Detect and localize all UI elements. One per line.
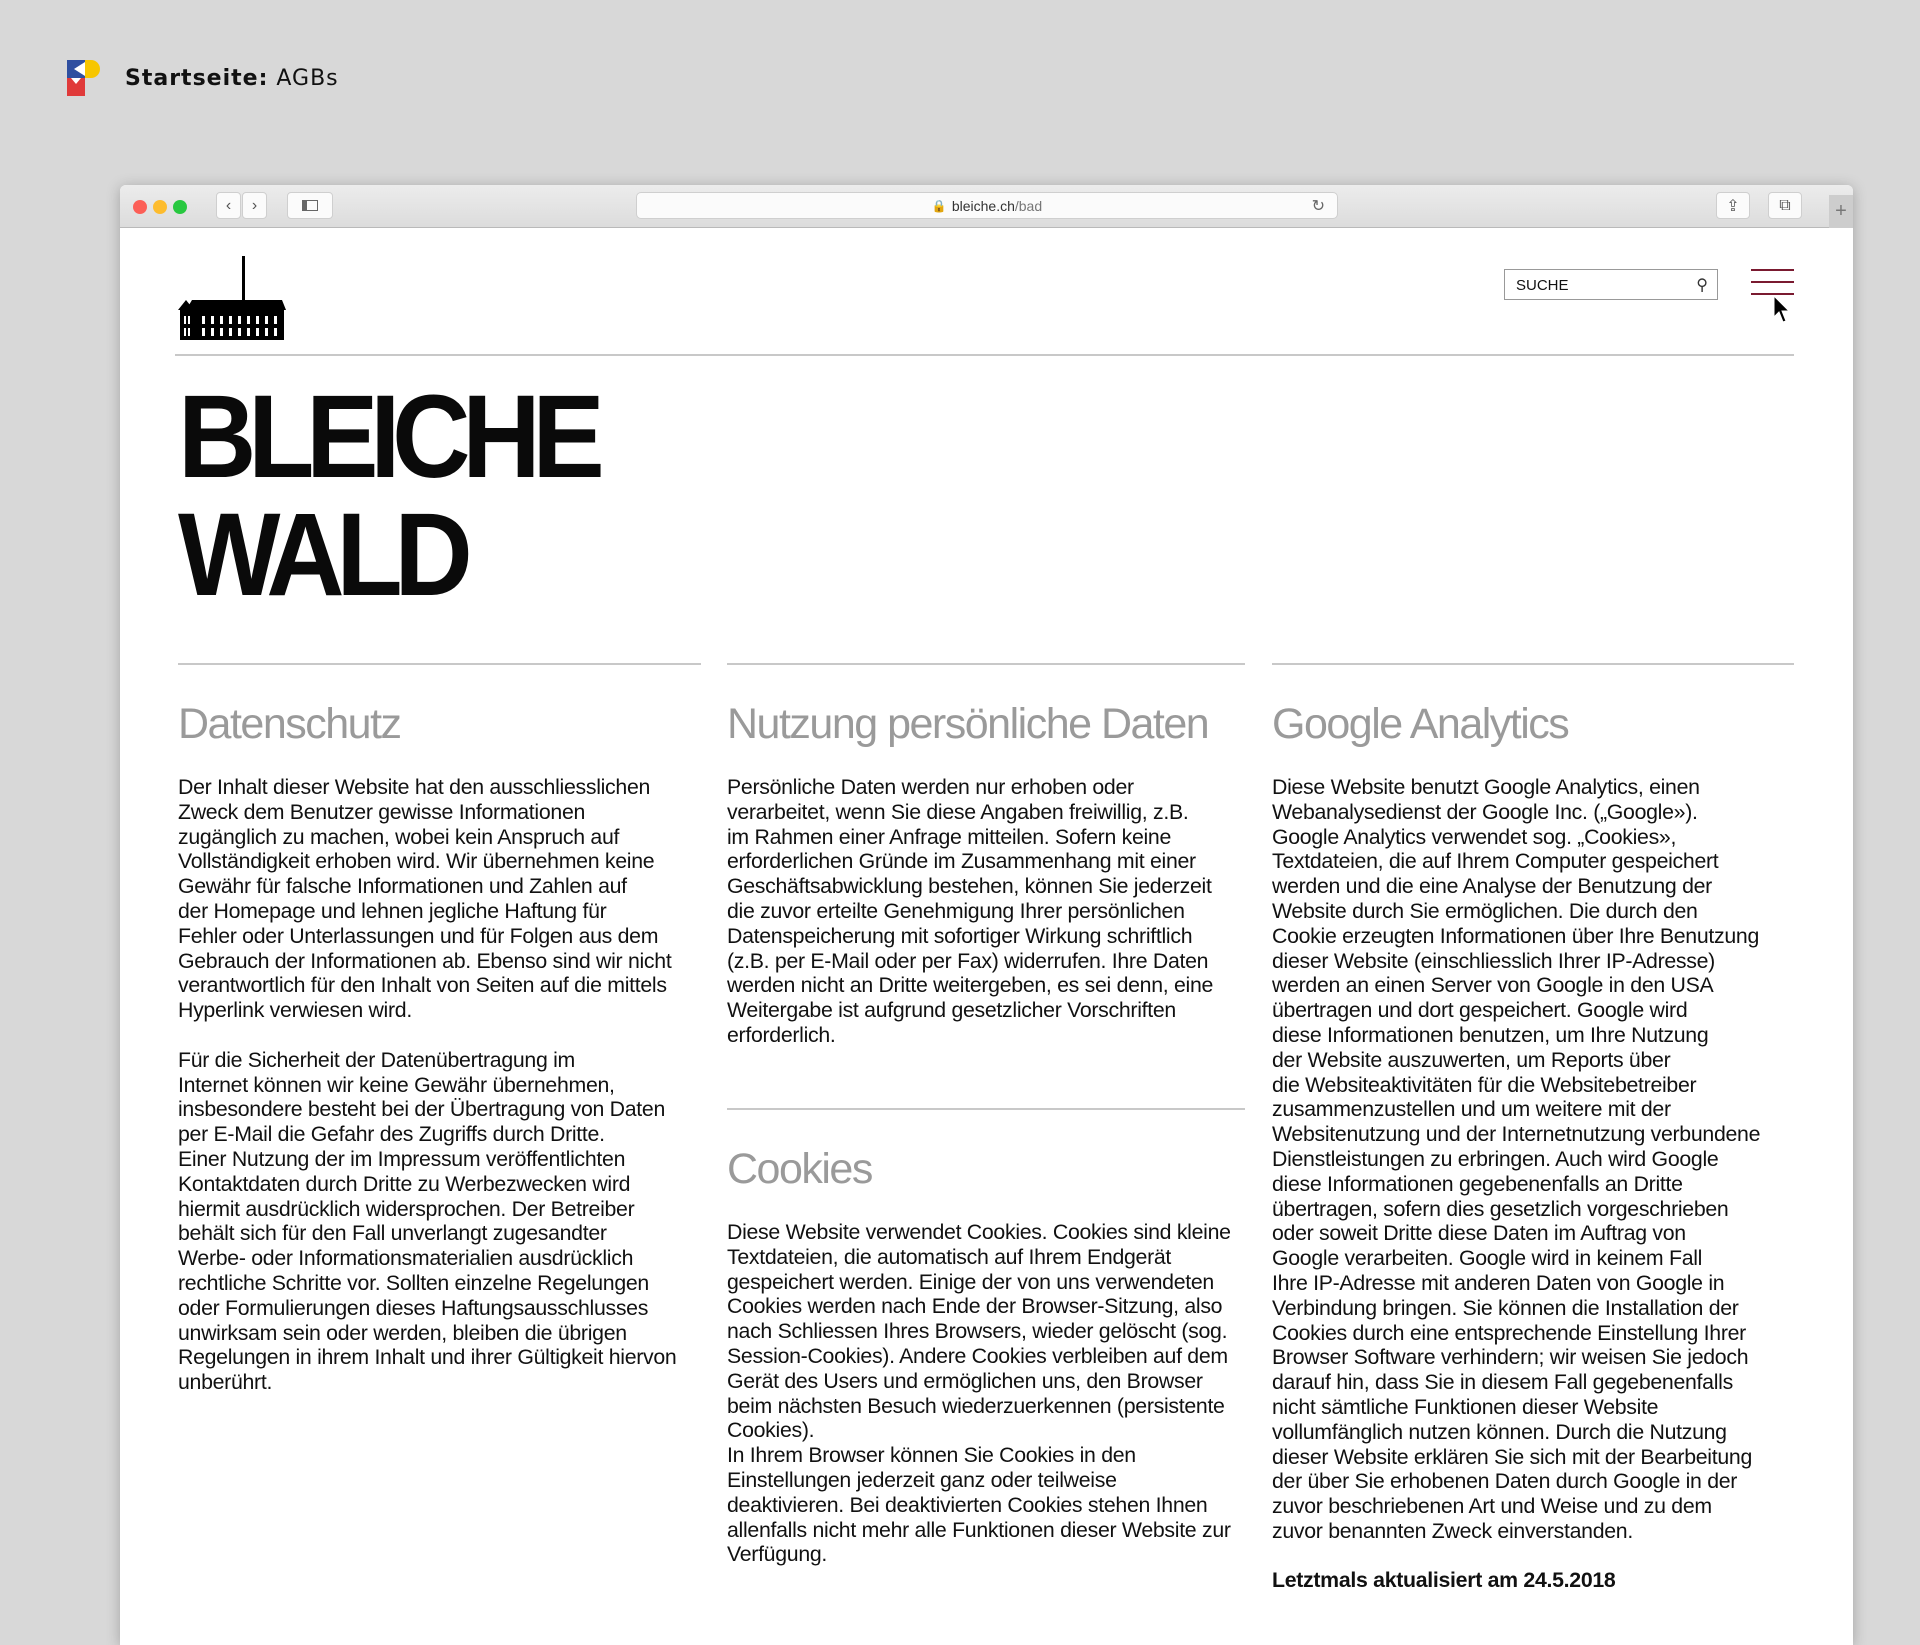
mouse-cursor-icon xyxy=(1773,295,1791,328)
chevron-right-icon: › xyxy=(251,196,258,214)
address-bar[interactable] xyxy=(636,192,1338,219)
section-heading: Cookies xyxy=(727,1145,872,1193)
brand-logo-icon xyxy=(67,60,103,96)
header-divider xyxy=(175,354,1794,356)
menu-button[interactable] xyxy=(1751,269,1794,297)
forward-button[interactable] xyxy=(242,192,267,219)
chevron-left-icon: ‹ xyxy=(225,196,232,214)
browser-toolbar xyxy=(120,185,1853,228)
menu-line xyxy=(1751,269,1794,271)
page-title-rest: AGBs xyxy=(268,65,339,91)
url-path: /bad xyxy=(1014,197,1043,214)
section-heading: Nutzung persönliche Daten xyxy=(727,700,1209,748)
tabs-icon: ⧉ xyxy=(1779,196,1791,214)
wordmark-line-1: BLEICHE xyxy=(178,371,597,503)
section-paragraph: Für die Sicherheit der Datenübertragung im Internet können wir keine Gewähr übernehmen, insbesondere besteht bei der Übertragung von Daten per E-Mail die Gefahr des Zugriffs durch Dritte. Einer Nutzung der im Impressum veröffentlichten Kontaktdaten durch Dritte zu Werbezwecken wird hiermit ausdrücklich widersprochen. Der Betreiber behält sich für den Fall unverlangt zugesandter Werbe- oder Informationsmaterialien ausdrücklich rechtliche Schritte vor. Sollten einzelne Regelungen oder Formulierungen dieses Haftungsausschlusses unwirksam sein oder werden, bleiben die übrigen Regelungen in ihrem Inhalt und ihrer Gültigkeit hiervon unberührt. xyxy=(178,1047,677,1395)
section-analytics xyxy=(1272,663,1812,1593)
search-icon[interactable]: ⚲ xyxy=(1696,277,1708,294)
section-datenschutz xyxy=(178,663,701,1395)
close-window-button[interactable] xyxy=(133,200,147,214)
section-cookies xyxy=(727,1108,1267,1567)
zoom-window-button[interactable] xyxy=(173,200,187,214)
search-input[interactable] xyxy=(1504,269,1718,300)
section-divider xyxy=(1272,663,1794,665)
last-updated: Letztmals aktualisiert am 24.5.2018 xyxy=(1272,1567,1616,1592)
back-button[interactable] xyxy=(216,192,241,219)
section-divider xyxy=(178,663,701,665)
section-paragraph: Diese Website verwendet Cookies. Cookies sind kleine Textdateien, die automatisch auf Ihrem Endgerät gespeichert werden. Einige der von uns verwendeten Cookies werden nach Ende der Browser-Sitzung, also nach Schliessen Ihres Browsers, wieder gelöscht (sog. Session-Cookies). Andere Cookies verbleiben auf dem Gerät des Users und ermöglichen uns, den Browser beim nächsten Besuch wiederzuerkennen (persistente Cookies). In Ihrem Browser können Sie Cookies in den Einstellungen jederzeit ganz oder teilweise deaktivieren. Bei deaktivierten Cookies stehen Ihnen allenfalls nicht mehr alle Funktionen dieser Website zur Verfügung. xyxy=(727,1220,1231,1567)
section-divider xyxy=(727,1108,1245,1110)
section-heading: Datenschutz xyxy=(178,700,401,748)
sidebar-toggle-button[interactable] xyxy=(287,192,333,219)
factory-logo-icon[interactable] xyxy=(178,256,286,345)
section-heading: Google Analytics xyxy=(1272,700,1569,748)
lock-icon: 🔒 xyxy=(931,198,947,213)
wordmark-line-2: WALD xyxy=(178,489,465,621)
search-placeholder: SUCHE xyxy=(1516,277,1569,294)
page-title xyxy=(125,66,339,91)
new-tab-button[interactable]: + xyxy=(1829,195,1853,228)
section-nutzung xyxy=(727,663,1245,1048)
share-button[interactable] xyxy=(1716,192,1750,219)
menu-line xyxy=(1751,281,1794,283)
page-header xyxy=(67,60,339,96)
section-paragraph: Diese Website benutzt Google Analytics, einen Webanalysedienst der Google Inc. („Google»). Google Analytics verwendet sog. „Cookies», Textdateien, die auf Ihrem Computer gespeichert werden und die eine Analyse der Benutzung der Website durch Sie ermöglichen. Die durch den Cookie erzeugten Informationen über Ihre Benutzung dieser Website (einschliesslich Ihrer IP-Adresse) werden an einen Server von Google in den USA übertragen und dort gespeichert. Google wird diese Informationen benutzen, um Ihre Nutzung der Website auszuwerten, um Reports über die Websiteaktivitäten für die Websitebetreiber zusammenzustellen und um weitere mit der Websitenutzung und der Internetnutzung verbundene Dienstleistungen zu erbringen. Auch wird Google diese Informationen gegebenenfalls an Dritte übertragen, sofern dies gesetzlich vorgeschrieben oder soweit Dritte diese Daten im Auftrag von Google verarbeiten. Google wird in keinem Fall Ihre IP-Adresse mit anderen Daten von Google in Verbindung bringen. Sie können die Installation der Cookies durch eine entsprechende Einstellung Ihrer Browser Software verhindern; wir weisen Sie jedoch darauf hin, dass Sie in diesem Fall gegebenenfalls nicht sämtliche Funktionen dieser Website vollumfänglich nutzen können. Durch die Nutzung dieser Website erklären Sie sich mit der Bearbeitung der über Sie erhobenen Daten durch Google in der zuvor beschriebenen Art und Weise und zu dem zuvor benannten Zweck einverstanden. xyxy=(1272,775,1761,1543)
minimize-window-button[interactable] xyxy=(153,200,167,214)
site-wordmark[interactable] xyxy=(178,371,597,621)
section-paragraph: Persönliche Daten werden nur erhoben oder verarbeitet, wenn Sie diese Angaben freiwillig, z.B. im Rahmen einer Anfrage mitteilen. Sofern keine erforderlichen Gründe im Zusammenhang mit einer Geschäftsabwicklung bestehen, können Sie jederzeit die zuvor erteilte Genehmigung Ihrer persönlichen Datenspeicherung mit sofortiger Wirkung schriftlich (z.B. per E-Mail oder per Fax) widerrufen. Ihre Daten werden nicht an Dritte weitergeben, es sei denn, eine Weitergabe ist aufgrund gesetzlicher Vorschriften erforderlich. xyxy=(727,775,1214,1047)
sidebar-icon xyxy=(302,200,318,211)
section-divider xyxy=(727,663,1245,665)
reload-icon[interactable]: ↻ xyxy=(1311,198,1325,215)
tabs-button[interactable] xyxy=(1768,192,1802,219)
page-title-bold: Startseite: xyxy=(125,65,269,91)
browser-window xyxy=(120,185,1853,1645)
share-icon: ⇪ xyxy=(1726,197,1740,215)
section-paragraph: Der Inhalt dieser Website hat den ausschliesslichen Zweck dem Benutzer gewisse Informationen zugänglich zu machen, wobei kein Anspruch auf Vollständigkeit erhoben wird. Wir übernehmen keine Gewähr für falsche Informationen und Zahlen auf der Homepage und lehnen jegliche Haftung für Fehler oder Unterlassungen und für Folgen aus dem Gebrauch der Informationen ab. Ebenso sind wir nicht verantwortlich für den Inhalt von Seiten auf die mittels Hyperlink verwiesen wird. xyxy=(178,775,672,1023)
url-domain: bleiche.ch xyxy=(951,197,1015,214)
